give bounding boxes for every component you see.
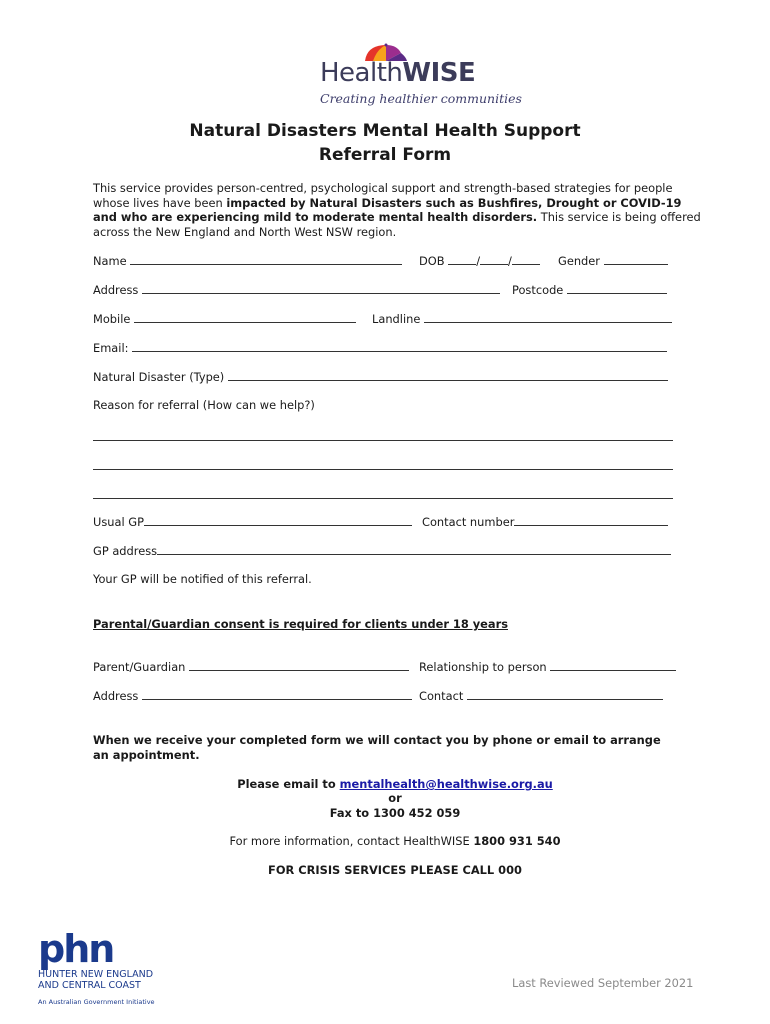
form-subtitle: Referral Form xyxy=(318,145,452,165)
fax-text: Fax to 1300 452 059 xyxy=(329,806,461,820)
dob-label: DOB xyxy=(419,254,445,268)
guardian-contact-row xyxy=(419,688,663,703)
healthwise-logo: HealthWISE xyxy=(320,58,476,88)
gp-address-label: GP address xyxy=(93,544,158,558)
landline-field[interactable] xyxy=(424,311,672,323)
usual-gp-row xyxy=(93,514,412,529)
relationship-field[interactable] xyxy=(550,659,676,671)
landline-row xyxy=(372,311,672,326)
guardian-address-field[interactable] xyxy=(142,688,412,700)
name-row xyxy=(93,253,402,268)
phn-logo-mark: phn xyxy=(38,927,114,971)
address-field[interactable] xyxy=(142,282,500,294)
gp-notice: Your GP will be notified of this referral. xyxy=(93,572,312,586)
guardian-contact-field[interactable] xyxy=(467,688,663,700)
more-info-text: For more information, contact HealthWISE 1800 931 540 xyxy=(229,834,561,848)
mobile-label: Mobile xyxy=(93,312,131,326)
guardian-consent-heading: Parental/Guardian consent is required for clients under 18 years xyxy=(93,617,508,631)
disaster-field[interactable] xyxy=(228,369,668,381)
gender-label: Gender xyxy=(558,254,600,268)
email-instruction: Please email to mentalhealth@healthwise.org.au xyxy=(237,777,553,791)
name-label: Name xyxy=(93,254,127,268)
gender-row xyxy=(558,253,668,268)
or-text: or xyxy=(388,791,402,805)
form-title: Natural Disasters Mental Health Support xyxy=(189,121,581,141)
relationship-row xyxy=(419,659,676,674)
address-label: Address xyxy=(93,283,139,297)
contact-number-field[interactable] xyxy=(514,514,668,526)
guardian-address-label: Address xyxy=(93,689,139,703)
reason-line-1[interactable] xyxy=(93,440,673,441)
guardian-contact-label: Contact xyxy=(419,689,464,703)
info-phone: 1800 931 540 xyxy=(473,834,561,848)
contact-number-row xyxy=(422,514,668,529)
mobile-field[interactable] xyxy=(134,311,356,323)
contact-number-label: Contact number xyxy=(422,515,515,529)
email-row xyxy=(93,340,667,355)
email-link[interactable]: mentalhealth@healthwise.org.au xyxy=(339,777,553,791)
guardian-row xyxy=(93,659,409,674)
disaster-label: Natural Disaster (Type) xyxy=(93,370,225,384)
mobile-row xyxy=(93,311,356,326)
last-reviewed: Last Reviewed September 2021 xyxy=(512,976,694,990)
guardian-label: Parent/Guardian xyxy=(93,660,186,674)
reason-line-2[interactable] xyxy=(93,469,673,470)
intro-paragraph: This service provides person-centred, psychological support and strength-based strategies for people whose lives have been impacted by Natural Disasters such as Bushfires, Drought or COVID-19 and who are experiencing mild to moderate mental health disorders. This service is being offered across the New England and North West NSW region. xyxy=(93,181,701,239)
dob-year-field[interactable] xyxy=(512,253,540,265)
reason-line-3[interactable] xyxy=(93,498,673,499)
phn-logo-line2: AND CENTRAL COAST xyxy=(38,980,141,991)
dob-row xyxy=(419,253,540,268)
email-field[interactable] xyxy=(132,340,667,352)
dob-separator: / xyxy=(476,254,481,268)
email-label: Email: xyxy=(93,341,129,355)
dob-month-field[interactable] xyxy=(480,253,508,265)
phn-logo-line3: An Australian Government Initiative xyxy=(38,998,155,1006)
crisis-notice: FOR CRISIS SERVICES PLEASE CALL 000 xyxy=(268,863,522,877)
relationship-label: Relationship to person xyxy=(419,660,547,674)
disaster-row xyxy=(93,369,668,384)
gp-address-row xyxy=(93,543,671,558)
dob-day-field[interactable] xyxy=(448,253,476,265)
usual-gp-label: Usual GP xyxy=(93,515,144,529)
postcode-field[interactable] xyxy=(567,282,667,294)
name-field[interactable] xyxy=(130,253,402,265)
reason-label: Reason for referral (How can we help?) xyxy=(93,398,315,412)
guardian-field[interactable] xyxy=(189,659,409,671)
usual-gp-field[interactable] xyxy=(144,514,412,526)
phn-logo-line1: HUNTER NEW ENGLAND xyxy=(38,969,154,980)
dob-separator: / xyxy=(508,254,512,268)
address-row xyxy=(93,282,500,297)
guardian-address-row xyxy=(93,688,412,703)
landline-label: Landline xyxy=(372,312,421,326)
gender-field[interactable] xyxy=(604,253,668,265)
postcode-label: Postcode xyxy=(512,283,564,297)
logo-tagline: Creating healthier communities xyxy=(320,91,522,106)
gp-address-field[interactable] xyxy=(157,543,671,555)
postcode-row xyxy=(512,282,667,297)
contact-notice: When we receive your completed form we will contact you by phone or email to arrange an appointment. xyxy=(93,733,661,762)
